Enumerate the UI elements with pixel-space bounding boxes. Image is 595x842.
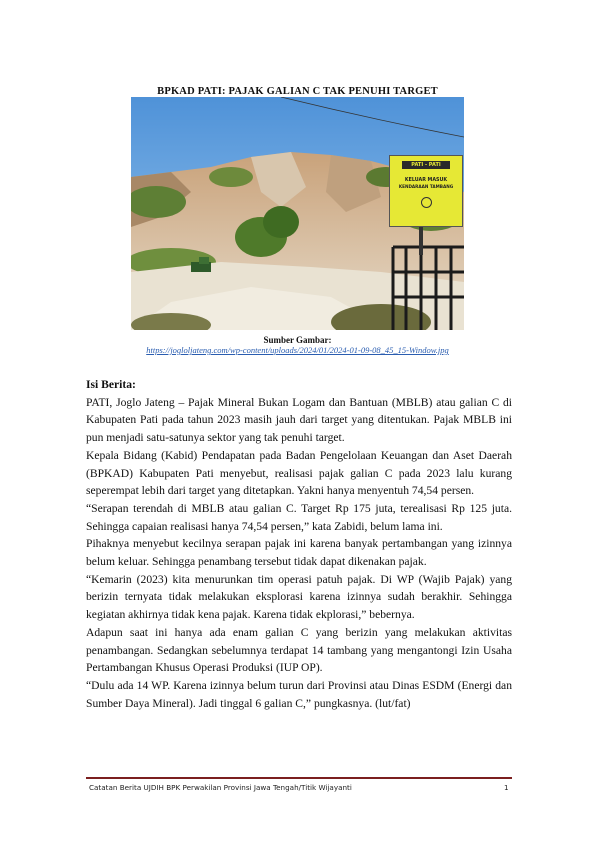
article-title: BPKAD PATI: PAJAK GALIAN C TAK PENUHI TARGET	[157, 86, 438, 97]
article-photo	[131, 97, 464, 330]
article-body	[86, 376, 512, 712]
paragraph: “Dulu ada 14 WP. Karena izinnya belum turun dari Provinsi atau Dinas ESDM (Energi dan Sumber Daya Mineral). Jadi tinggal 6 galian C,” pungkasnya. (lut/fat)	[86, 678, 512, 710]
paragraph: Adapun saat ini hanya ada enam galian C yang berizin yang melakukan aktivitas penambangan. Sedangkan sebelumnya terdapat 14 tambang yang mengantongi Izin Usaha Pertambangan Khusus Operasi Produksi (IUP OP).	[86, 625, 512, 675]
paragraph: “Kemarin (2023) kita menurunkan tim operasi patuh pajak. Di WP (Wajib Pajak) yang berizin ternyata tidak melakukan eksplorasi karena izinnya sudah berakhir. Sehingga kegiatan akhirnya tidak kena pajak. Karena tidak ekplorasi,” bebernya.	[86, 572, 512, 622]
sign-line: KELUAR MASUK	[404, 178, 448, 183]
mining-sign	[389, 155, 463, 227]
image-caption-label: Sumber Gambar:	[263, 335, 332, 345]
sign-emblem-icon	[421, 197, 432, 208]
page-number: 1	[504, 783, 509, 792]
paragraph: Pihaknya menyebut kecilnya serapan pajak ini karena banyak pertambangan yang izinnya belum keluar. Sehingga penambang tersebut tidak dapat dikenakan pajak.	[86, 537, 512, 569]
paragraph: “Serapan terendah di MBLB atau galian C. Target Rp 175 juta, terealisasi Rp 125 juta. Sehingga capaian realisasi hanya 74,54 persen,” kata Zabidi, belum lama ini.	[86, 501, 512, 533]
section-heading: Isi Berita:	[86, 378, 136, 391]
paragraph: PATI, Joglo Jateng – Pajak Mineral Bukan Logam dan Bantuan (MBLB) atau galian C di Kabupaten Pati pada tahun 2023 masih jauh dari target yang ditentukan. Pajak MBLB ini pun menjadi satu-satunya sektor yang tak penuhi target.	[86, 395, 512, 445]
image-source-link[interactable]: https://jogloljateng.com/wp-content/uploads/2024/01/2024-01-09-08_45_15-Window.jpg	[146, 345, 449, 355]
paragraph: Kepala Bidang (Kabid) Pendapatan pada Badan Pengelolaan Keuangan dan Aset Daerah (BPKAD) Kabupaten Pati menyebut, realisasi pajak galian C pada 2023 lalu kurang seperempat lebih dari target yang ditetapkan. Yakni hanya menyentuh 74,54 persen.	[86, 448, 512, 498]
sign-line: PATI - PATI	[402, 161, 450, 169]
footer-text: Catatan Berita UJDIH BPK Perwakilan Provinsi Jawa Tengah/Titik Wijayanti	[89, 783, 352, 792]
sign-line: KENDARAAN TAMBANG	[398, 184, 454, 189]
footer-rule	[86, 777, 512, 779]
